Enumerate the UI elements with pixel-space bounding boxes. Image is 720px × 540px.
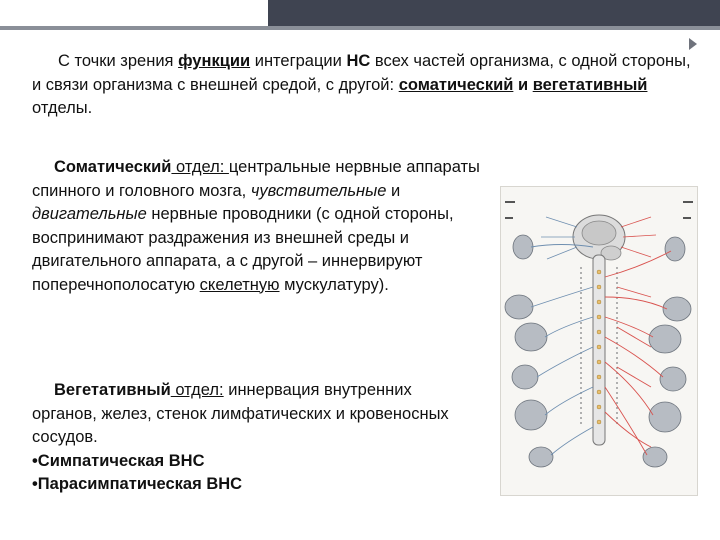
p2-motor-term: двигательные: [32, 205, 147, 223]
header-dark-band: [268, 0, 720, 26]
nervous-system-diagram: [500, 186, 698, 496]
p2-text-e: и: [386, 181, 401, 200]
p2-text-i: мускулатуру).: [279, 275, 389, 294]
slide-arrow-icon: [689, 38, 697, 50]
p3-body: [32, 379, 472, 450]
p2-skeletal-term: скелетную: [199, 275, 280, 294]
p2-somatic-heading: Соматический: [54, 158, 172, 176]
p2-sensory-term: чувствительные: [250, 181, 387, 200]
p2-text-c: центральные нервные аппараты спинного и головного мозга,: [32, 158, 480, 200]
p1-function-term: функции: [178, 52, 251, 70]
bullet-parasympathetic: •Парасимпатическая ВНС: [32, 475, 243, 493]
p1-somatic-term: соматический: [398, 75, 514, 94]
p1-text-c: интеграции: [250, 52, 347, 70]
slide-header-bar: [0, 0, 720, 30]
header-gray-line: [0, 26, 720, 30]
p1-and: и: [513, 75, 533, 94]
somatic-paragraph: [32, 156, 507, 297]
p1-text-a: С точки зрения: [58, 52, 179, 70]
p1-ns-term: НС: [346, 52, 371, 70]
vegetative-paragraph: [32, 379, 472, 497]
p2-division-label: отдел:: [171, 158, 229, 176]
intro-paragraph: [32, 50, 702, 121]
bullet-sympathetic: •Симпатическая ВНС: [32, 451, 205, 470]
p1-text-i: отделы.: [32, 99, 93, 117]
p2-text-g: нервные проводники (с одной стороны, воспринимают раздражения из внешней среды и двигательного аппарата, а с другой – иннервируют поперечнополосатую: [32, 205, 454, 294]
p1-vegetative-term: вегетативный: [532, 75, 648, 94]
p1-text-e: всех частей организма, с одной стороны, и связи организма с внешней средой, с другой:: [32, 52, 691, 94]
nervous-system-illustration: [501, 187, 697, 495]
p3-text-c: иннервация внутренних органов, желез, стенок лимфатических и кровеносных сосудов.: [32, 381, 449, 446]
p3-vegetative-heading: Вегетативный: [54, 381, 171, 399]
p3-division-label: отдел:: [170, 381, 224, 399]
